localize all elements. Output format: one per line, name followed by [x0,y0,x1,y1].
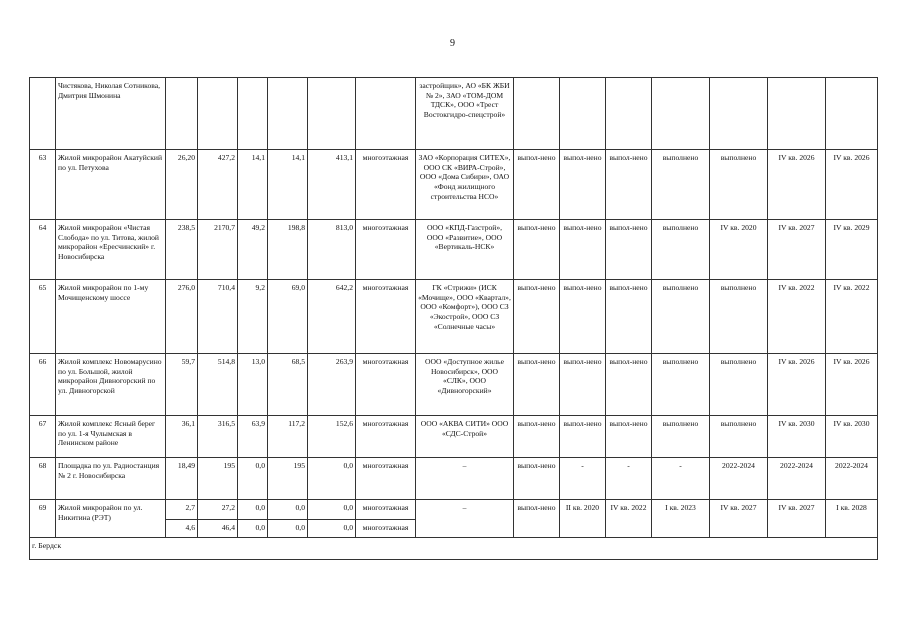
row-number: 64 [30,220,56,280]
area-value: 4,6 [166,520,198,538]
area-value: 2,7 [166,500,198,520]
project-name: Жилой комплекс Ясный берег по ул. 1-я Чулымская в Ленинском районе [56,416,166,458]
stage-5: IV кв. 2020 [710,220,768,280]
stage-3: - [606,458,652,500]
stage-1: выпол-нено [514,416,560,458]
stage-4: выполнено [652,280,710,354]
area-value: 18,49 [166,458,198,500]
developer-list: ООО «АКВА СИТИ» ООО «СДС-Строй» [416,416,514,458]
developer-list: – [416,458,514,500]
stage-7: 2022-2024 [826,458,878,500]
building-type [356,78,416,150]
planned-value: 0,0 [268,520,308,538]
row-number [30,78,56,150]
planned-value: 198,8 [268,220,308,280]
remaining-value: 0,0 [308,458,356,500]
table-row [30,416,878,458]
planned-value: 195 [268,458,308,500]
stage-5: выполнено [710,416,768,458]
stage-7: IV кв. 2030 [826,416,878,458]
building-type: многоэтажная [356,354,416,416]
stage-6: IV кв. 2022 [768,280,826,354]
area-value: 238,5 [166,220,198,280]
built-value: 49,2 [238,220,268,280]
stage-2: выпол-нено [560,416,606,458]
stage-5 [710,78,768,150]
total-value: 316,5 [198,416,238,458]
total-value: 46,4 [198,520,238,538]
stage-1: выпол-нено [514,280,560,354]
built-value: 9,2 [238,280,268,354]
total-value [198,78,238,150]
project-name: Жилой микрорайон Акатуйский по ул. Петухова [56,150,166,220]
stage-6: IV кв. 2026 [768,354,826,416]
built-value: 63,9 [238,416,268,458]
section-label: г. Бердск [30,538,878,560]
stage-3: выпол-нено [606,220,652,280]
building-type: многоэтажная [356,458,416,500]
built-value: 13,0 [238,354,268,416]
area-value [166,78,198,150]
remaining-value: 642,2 [308,280,356,354]
project-name: Жилой микрорайон по ул. Никитина (РЭТ) [56,500,166,538]
building-type: многоэтажная [356,520,416,538]
stage-3: выпол-нено [606,416,652,458]
built-value: 0,0 [238,500,268,520]
stage-1: выпол-нено [514,150,560,220]
stage-3 [606,78,652,150]
total-value: 2170,7 [198,220,238,280]
total-value: 27,2 [198,500,238,520]
built-value: 0,0 [238,520,268,538]
table-row [30,220,878,280]
stage-5: выполнено [710,280,768,354]
stage-5: 2022-2024 [710,458,768,500]
stage-4: - [652,458,710,500]
project-name: Жилой комплекс Новомарусино по ул. Большой, жилой микрорайон Дивногорский по ул. Дивногорской [56,354,166,416]
stage-2 [560,78,606,150]
row-number: 67 [30,416,56,458]
row-number: 63 [30,150,56,220]
stage-7: IV кв. 2026 [826,354,878,416]
area-value: 26,20 [166,150,198,220]
projects-table [29,77,878,560]
planned-value: 68,5 [268,354,308,416]
stage-7: IV кв. 2029 [826,220,878,280]
building-type: многоэтажная [356,150,416,220]
developer-list: – [416,500,514,538]
planned-value: 14,1 [268,150,308,220]
stage-6: IV кв. 2026 [768,150,826,220]
planned-value: 0,0 [268,500,308,520]
table-row [30,150,878,220]
stage-3: выпол-нено [606,150,652,220]
planned-value: 69,0 [268,280,308,354]
building-type: многоэтажная [356,416,416,458]
page-number: 9 [450,38,455,49]
remaining-value: 152,6 [308,416,356,458]
stage-5: IV кв. 2027 [710,500,768,538]
stage-2: выпол-нено [560,280,606,354]
total-value: 710,4 [198,280,238,354]
stage-4: выполнено [652,150,710,220]
area-value: 59,7 [166,354,198,416]
stage-2: - [560,458,606,500]
stage-2: выпол-нено [560,150,606,220]
planned-value [268,78,308,150]
stage-7: I кв. 2028 [826,500,878,538]
total-value: 514,8 [198,354,238,416]
row-number: 66 [30,354,56,416]
remaining-value: 813,0 [308,220,356,280]
stage-1: выпол-нено [514,458,560,500]
project-name: Жилой микрорайон по 1-му Мочищенскому шоссе [56,280,166,354]
area-value: 276,0 [166,280,198,354]
stage-4: I кв. 2023 [652,500,710,538]
developer-list: ЗАО «Корпорация СИТЕХ», ООО СК «ВИРА-Строй», ООО «Дома Сибири», ОАО «Фонд жилищного строительства НСО» [416,150,514,220]
total-value: 427,2 [198,150,238,220]
row-number: 69 [30,500,56,538]
stage-5: выполнено [710,150,768,220]
developer-list: ГК «Стрижи» (ИСК «Мочище», ООО «Квартал», ООО «Комфорт»), ООО СЗ «Экострой», ООО СЗ «Солнечные часы» [416,280,514,354]
developer-list: ООО «КПД-Газстрой», ООО «Развитие», ООО «Вертикаль-НСК» [416,220,514,280]
developer-list: застройщик», АО «БК ЖБИ № 2», ЗАО «ТОМ-ДОМ ТДСК», ООО «Трест Востокгидро-спецстрой» [416,78,514,150]
remaining-value [308,78,356,150]
stage-6: IV кв. 2027 [768,220,826,280]
row-number: 65 [30,280,56,354]
stage-6: 2022-2024 [768,458,826,500]
stage-3: выпол-нено [606,280,652,354]
stage-4: выполнено [652,220,710,280]
stage-1 [514,78,560,150]
stage-7: IV кв. 2022 [826,280,878,354]
total-value: 195 [198,458,238,500]
stage-6 [768,78,826,150]
remaining-value: 413,1 [308,150,356,220]
stage-3: выпол-нено [606,354,652,416]
building-type: многоэтажная [356,500,416,520]
row-number: 68 [30,458,56,500]
area-value: 36,1 [166,416,198,458]
stage-5: выполнено [710,354,768,416]
table-row [30,354,878,416]
stage-2: выпол-нено [560,220,606,280]
remaining-value: 0,0 [308,500,356,520]
planned-value: 117,2 [268,416,308,458]
stage-4: выполнено [652,416,710,458]
stage-6: IV кв. 2027 [768,500,826,538]
stage-7 [826,78,878,150]
stage-4: выполнено [652,354,710,416]
stage-1: выпол-нено [514,354,560,416]
stage-7: IV кв. 2026 [826,150,878,220]
stage-1: выпол-нено [514,220,560,280]
building-type: многоэтажная [356,280,416,354]
project-name: Жилой микрорайон «Чистая Слобода» по ул. Титова, жилой микрорайон «Ересчинский» г. Новосибирска [56,220,166,280]
built-value: 0,0 [238,458,268,500]
built-value: 14,1 [238,150,268,220]
table-row [30,538,878,560]
stage-2: II кв. 2020 [560,500,606,538]
developer-list: ООО «Доступное жилье Новосибирск», ООО «СЛК», ООО «Дивногорский» [416,354,514,416]
table-row [30,500,878,520]
project-name: Площадка по ул. Радиостанция № 2 г. Новосибирска [56,458,166,500]
table-row [30,458,878,500]
stage-1: выпол-нено [514,500,560,538]
building-type: многоэтажная [356,220,416,280]
stage-4 [652,78,710,150]
built-value [238,78,268,150]
remaining-value: 263,9 [308,354,356,416]
table-row [30,78,878,150]
stage-6: IV кв. 2030 [768,416,826,458]
remaining-value: 0,0 [308,520,356,538]
project-name: Чистякова, Николая Сотникова, Дмитрия Шмонина [56,78,166,150]
stage-3: IV кв. 2022 [606,500,652,538]
stage-2: выпол-нено [560,354,606,416]
table-row [30,280,878,354]
